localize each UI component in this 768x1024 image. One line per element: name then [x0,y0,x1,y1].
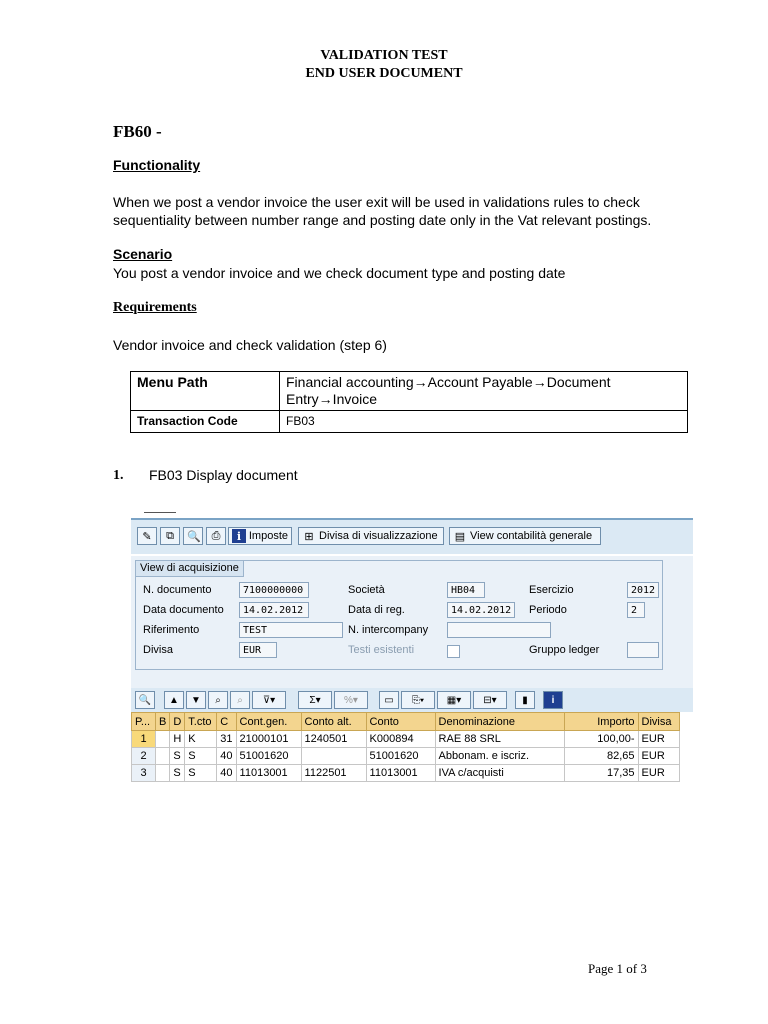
document-header-panel [131,556,693,688]
menu-path-line-1: Financial accounting→Account Payable→Document [286,374,611,390]
subtotal-icon[interactable]: %▾ [334,691,368,709]
cell: 51001620 [366,748,435,765]
print-preview-icon[interactable]: ▭ [379,691,399,709]
period-label: Periodo [529,604,567,616]
intercompany-label: N. intercompany [348,624,429,636]
col-header[interactable]: B [156,713,170,731]
texts-exist-checkbox[interactable] [447,645,460,658]
info-icon: i [232,529,246,543]
fiscal-year-field[interactable]: 2012 [627,582,659,598]
col-header[interactable]: T.cto [185,713,217,731]
cell: 1240501 [301,731,366,748]
cell: 11013001 [366,765,435,782]
taxes-button[interactable] [228,527,292,545]
sort-ascending-icon[interactable]: ▲ [164,691,184,709]
menu-path-line-2: Entry→Invoice [286,391,378,407]
cell: 40 [217,765,236,782]
reference-label: Riferimento [143,624,200,636]
cell: 1122501 [301,765,366,782]
reference-field[interactable]: TEST [239,622,343,638]
cell: S [185,765,217,782]
cell: IVA c/acquisti [435,765,564,782]
sum-icon[interactable]: Σ▾ [298,691,332,709]
entry-view-title: View di acquisizione [135,560,244,577]
intercompany-field[interactable] [447,622,551,638]
doc-number-field[interactable]: 7100000000 [239,582,309,598]
cell: 21000101 [236,731,301,748]
row-number[interactable]: 3 [132,765,156,782]
cell: 17,35 [564,765,638,782]
cell: K [185,731,217,748]
cell: 40 [217,748,236,765]
display-other-icon[interactable]: ⧉ [160,527,180,545]
display-currency-button[interactable] [298,527,444,545]
export-icon[interactable]: ⎘▾ [401,691,435,709]
display-currency-label: Divisa di visualizzazione [319,530,438,542]
cell: EUR [638,731,679,748]
gl-view-button[interactable] [449,527,601,545]
cell: 100,00- [564,731,638,748]
cell: S [170,765,185,782]
row-number[interactable]: 1 [132,731,156,748]
fiscal-year-label: Esercizio [529,584,574,596]
document-title-line-1: VALIDATION TEST [320,48,448,63]
print-icon[interactable]: ⎙ [206,527,226,545]
details-icon[interactable]: 🔍 [135,691,155,709]
cell: 31 [217,731,236,748]
cell: Abbonam. e iscriz. [435,748,564,765]
col-header[interactable]: D [170,713,185,731]
gl-view-label: View contabilità generale [470,530,593,542]
ledger-icon: ▤ [454,530,466,543]
transaction-code-value: FB03 [280,411,688,433]
cell: 82,65 [564,748,638,765]
col-header[interactable]: Importo [564,713,638,731]
functionality-heading: Functionality [113,157,201,173]
sort-descending-icon[interactable]: ▼ [186,691,206,709]
row-number[interactable]: 2 [132,748,156,765]
cell: K000894 [366,731,435,748]
transaction-heading [113,122,162,142]
transaction-code-label: Transaction Code [131,411,280,433]
doc-number-label: N. documento [143,584,212,596]
posting-date-label: Data di reg. [348,604,405,616]
cell [301,748,366,765]
cell [156,731,170,748]
line-items-toolbar [131,688,693,712]
cell: S [185,748,217,765]
menu-path-table [130,371,688,433]
col-header[interactable]: Conto [366,713,435,731]
transaction-heading-text: FB60 - [113,122,162,141]
cell: H [170,731,185,748]
menu-path-label: Menu Path [131,372,280,411]
col-header[interactable]: Denominazione [435,713,564,731]
layout-icon[interactable]: ▦▾ [437,691,471,709]
menu-path-value [280,372,688,411]
table-row[interactable] [132,731,680,748]
col-header[interactable]: Divisa [638,713,679,731]
filter-icon[interactable]: ⊽▾ [252,691,286,709]
document-title-line-2: END USER DOCUMENT [305,66,463,81]
company-field[interactable]: HB04 [447,582,485,598]
sap-screenshot [131,518,693,781]
columns-icon[interactable]: ⊟▾ [473,691,507,709]
step-number: 1. [113,468,124,483]
info-icon[interactable]: i [543,691,563,709]
currency-label: Divisa [143,644,173,656]
table-header-row [132,713,680,731]
col-header[interactable]: P... [132,713,156,731]
taxes-button-label: Imposte [248,530,288,542]
functionality-line-2: sequentiality between number range and posting date only in the Vat relevant postings. [113,212,652,228]
cell: RAE 88 SRL [435,731,564,748]
structure-icon: ⊞ [304,530,314,543]
ledger-group-label: Gruppo ledger [529,644,600,656]
overview-icon[interactable]: 🔍 [183,527,203,545]
cell [156,765,170,782]
divider [144,512,176,513]
scenario-heading: Scenario [113,246,173,262]
col-header[interactable]: C [217,713,236,731]
sap-app-toolbar [131,518,693,554]
requirements-heading: Requirements [113,300,197,315]
company-label: Società [348,584,385,596]
posting-date-field[interactable]: 14.02.2012 [447,602,515,618]
cell: EUR [638,765,679,782]
find-next-icon[interactable]: ⌕ [230,691,250,709]
period-field[interactable]: 2 [627,602,645,618]
table-row[interactable] [132,748,680,765]
cell: S [170,748,185,765]
currency-field[interactable]: EUR [239,642,277,658]
doc-date-field[interactable]: 14.02.2012 [239,602,309,618]
line-items-table [131,712,680,782]
texts-exist-label: Testi esistenti [348,644,415,656]
scenario-text: You post a vendor invoice and we check document type and posting date [113,265,566,281]
functionality-paragraph [113,193,733,229]
col-header[interactable]: Conto alt. [301,713,366,731]
requirements-text: Vendor invoice and check validation (step 6) [113,337,387,353]
step-text: FB03 Display document [149,467,298,483]
find-icon[interactable]: ⌕ [208,691,228,709]
cell: 11013001 [236,765,301,782]
cell: 51001620 [236,748,301,765]
table-row[interactable] [132,765,680,782]
cell [156,748,170,765]
cell: EUR [638,748,679,765]
doc-date-label: Data documento [143,604,224,616]
ledger-group-field[interactable] [627,642,659,658]
functionality-line-1: When we post a vendor invoice the user exit will be used in validations rules to check [113,194,640,210]
change-icon[interactable]: ✎ [137,527,157,545]
page-number: Page 1 of 3 [588,961,647,976]
graphic-icon[interactable]: ▮ [515,691,535,709]
col-header[interactable]: Cont.gen. [236,713,301,731]
